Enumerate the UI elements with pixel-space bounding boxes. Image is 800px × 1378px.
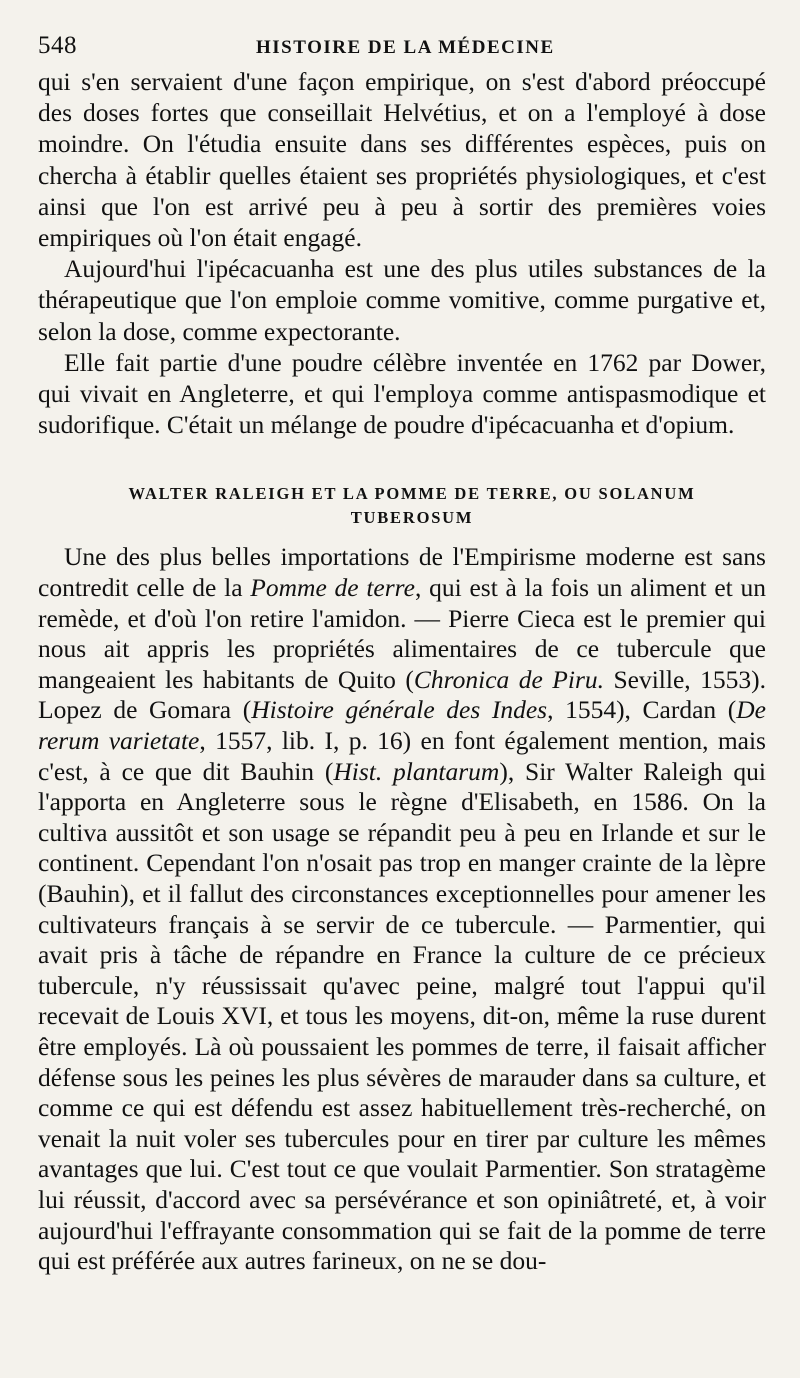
italic-title: Chronica de Piru.	[413, 664, 604, 694]
text-run: , qui est à la fois un aliment et un remède, et d'où l'on retire l'amidon. — Pierre Cieca est le premier qui nous ait appris les propriétés alimentaires de ce tubercule que mangeaient les habitants de Quito (	[38, 573, 766, 694]
page-number: 548	[38, 32, 77, 59]
section-ipecacuanha	[38, 66, 766, 440]
text-run: , 1554), Cardan (	[547, 695, 737, 725]
italic-title: Hist. plantarum	[333, 756, 500, 786]
paragraph: Elle fait partie d'une poudre célèbre inventée en 1762 par Dower, qui vivait en Angleterre, et qui l'employa comme antispasmodique et sudorifique. C'était un mélange de poudre d'ipécacuanha et d'opium.	[38, 347, 766, 440]
italic-title: Pomme de terre	[250, 573, 415, 603]
text-run: , 1557, lib. I, p. 16) en font également mention, mais c'est, à ce que dit Bauhin (	[38, 726, 766, 786]
italic-title: De rerum varietate	[38, 695, 766, 755]
paragraph	[38, 542, 766, 1276]
text-run: ), Sir Walter Raleigh qui l'apporta en Angleterre sous le règne d'Elisabeth, en 1586. On la cultiva aussitôt et son usage se répandit peu à peu en Irlande et sur le continent. Cependant l'on n'osait pas trop en manger crainte de la lèpre (Bauhin), et il fallut des circonstances exceptionnelles pour amener les cultivateurs français à se servir de ce tubercule. — Parmentier, qui avait pris à tâche de répandre en France la culture de ce précieux tubercule, n'y réussissait qu'avec peine, malgré tout l'appui qu'il recevait de Louis XVI, et tous les moyens, dit-on, même la ruse durent être employés. Là où poussaient les pommes de terre, il faisait afficher défense sous les peines les plus sévères de marauder dans sa culture, et comme ce qui est défendu est assez habituellement très-recherché, on venait la nuit voler ses tubercules pour en tirer par culture les mêmes avantages que lui. C'est tout ce que voulait Parmentier. Son stratagème lui réussit, d'accord avec sa persévérance et son opiniâtreté, et, à voir aujourd'hui l'effrayante consommation qui se fait de la pomme de terre qui est préférée aux autres farineux, on ne se dou-	[38, 756, 766, 1276]
page-header	[38, 32, 766, 62]
paragraph: qui s'en servaient d'une façon empirique, on s'est d'abord préoccupé des doses fortes que conseillait Helvétius, et on a l'employé à dose moindre. On l'étudia ensuite dans ses différentes espèces, puis on chercha à établir quelles étaient ses propriétés physiologiques, et c'est ainsi que l'on est arrivé peu à peu à sortir des premières voies empiriques où l'on était engagé.	[38, 67, 766, 253]
italic-title: Histoire générale des Indes	[251, 695, 548, 725]
section-heading-line: WALTER RALEIGH ET LA POMME DE TERRE, OU SOLANUM	[128, 484, 696, 504]
section-heading	[70, 482, 754, 530]
paragraph: Aujourd'hui l'ipécacuanha est une des plus utiles substances de la thérapeutique que l'on emploie comme vomitive, comme purgative et, selon la dose, comme expectorante.	[38, 254, 766, 346]
section-heading-line: TUBEROSUM	[350, 508, 474, 528]
text-run: Seville, 1553). Lopez de Gomara (	[38, 664, 766, 725]
section-pomme-de-terre	[38, 542, 766, 1276]
running-head: HISTOIRE DE LA MÉDECINE	[256, 37, 555, 58]
text-run: Une des plus belles importations de l'Empirisme moderne est sans contredit celle de la	[38, 542, 766, 603]
